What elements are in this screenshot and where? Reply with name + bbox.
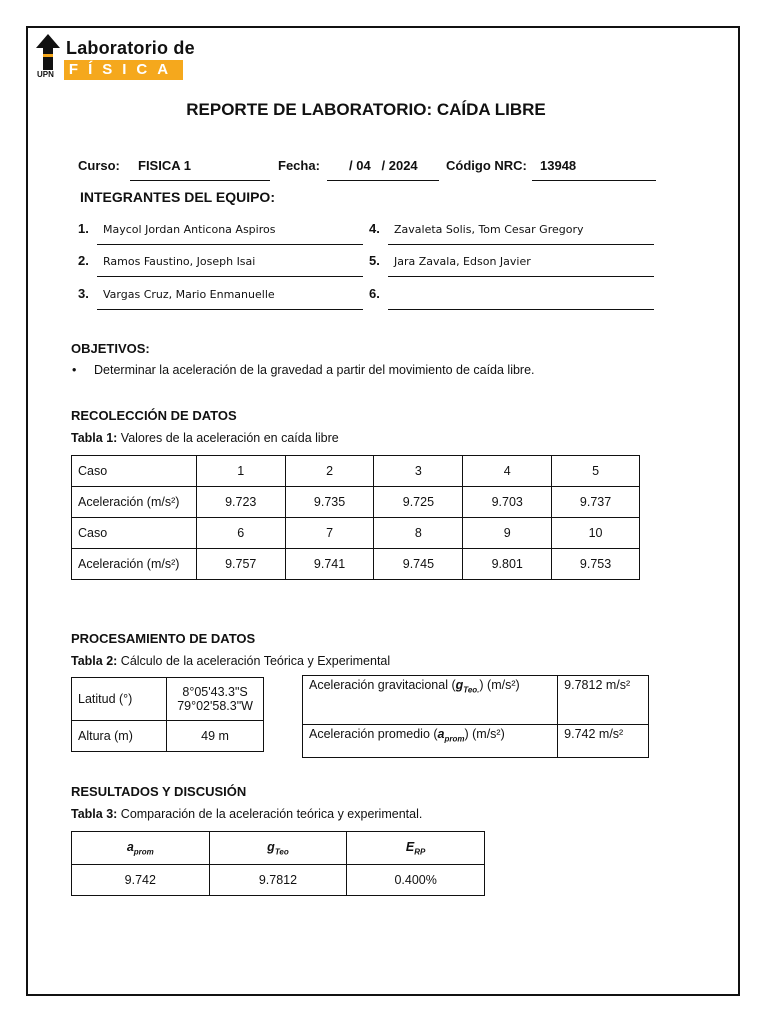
- member-name: Jara Zavala, Edson Javier: [394, 255, 531, 268]
- table-row: [72, 487, 640, 518]
- table-cell: 9.757: [196, 549, 285, 580]
- table-cell: Aceleración (m/s²): [72, 549, 197, 580]
- member-line: [97, 281, 363, 310]
- member-line: [97, 217, 363, 245]
- member-line: [97, 249, 363, 277]
- caption-text: Comparación de la aceleración teórica y experimental.: [117, 807, 423, 821]
- curso-label: Curso:: [78, 158, 120, 173]
- member-name: Zavaleta Solis, Tom Cesar Gregory: [394, 223, 584, 236]
- table-cell: 0.400%: [347, 865, 485, 896]
- table1-caption: [71, 431, 339, 445]
- objectives-heading: OBJETIVOS:: [71, 341, 150, 356]
- table-row: [303, 725, 649, 758]
- member-num: 3.: [78, 286, 89, 301]
- fecha-field: [327, 156, 439, 181]
- table-row: [72, 865, 485, 896]
- table-header-cell: [72, 832, 210, 865]
- table-2-location: [71, 677, 264, 752]
- table-row: [72, 678, 264, 721]
- logo-badge: UPN: [37, 70, 54, 79]
- table-cell: 1: [196, 456, 285, 487]
- table-row: [303, 676, 649, 725]
- table-cell: 9.735: [285, 487, 374, 518]
- member-name: Vargas Cruz, Mario Enmanuelle: [103, 288, 275, 301]
- symbol: a: [437, 727, 445, 741]
- symbol: g: [455, 678, 464, 692]
- table-row: [72, 549, 640, 580]
- table-cell: [167, 678, 264, 721]
- member-line: [388, 249, 654, 277]
- table-cell: Caso: [72, 456, 197, 487]
- table-cell: 9.737: [552, 487, 640, 518]
- nrc-value: 13948: [540, 158, 577, 173]
- member-line: [388, 217, 654, 245]
- subscript: RP: [414, 847, 426, 857]
- table-cell: 9: [463, 518, 552, 549]
- table-cell: 4: [463, 456, 552, 487]
- table-cell: 8: [374, 518, 463, 549]
- table-cell: 9.745: [374, 549, 463, 580]
- member-name: Ramos Faustino, Joseph Isai: [103, 255, 256, 268]
- table-cell: 2: [285, 456, 374, 487]
- table2-caption: [71, 654, 390, 668]
- caption-label: Tabla 1:: [71, 431, 118, 445]
- table3-caption: [71, 807, 422, 821]
- subscript: prom: [444, 734, 465, 744]
- member-num: 4.: [369, 221, 380, 236]
- nrc-label: Código NRC:: [446, 158, 527, 173]
- subscript: Teo.: [463, 685, 480, 695]
- table-cell: 10: [552, 518, 640, 549]
- table-cell: 3: [374, 456, 463, 487]
- logo-title: Laboratorio de: [66, 38, 195, 58]
- label-text: Aceleración gravitacional (: [309, 678, 456, 692]
- table-cell: 9.753: [552, 549, 640, 580]
- member-num: 2.: [78, 253, 89, 268]
- table-cell: Caso: [72, 518, 197, 549]
- table-row: [72, 518, 640, 549]
- data-collection-heading: RECOLECCIÓN DE DATOS: [71, 408, 237, 423]
- curso-value: FISICA 1: [138, 158, 191, 173]
- table-cell: 9.801: [463, 549, 552, 580]
- table-cell: 9.742 m/s²: [558, 725, 649, 758]
- team-heading: INTEGRANTES DEL EQUIPO:: [80, 189, 275, 205]
- table-row: [72, 721, 264, 752]
- label-text: ) (m/s²): [464, 727, 505, 741]
- bullet: •: [72, 363, 77, 377]
- table-cell: 9.723: [196, 487, 285, 518]
- symbol: g: [267, 839, 275, 854]
- table-header-cell: [347, 832, 485, 865]
- objective-item: Determinar la aceleración de la gravedad a partir del movimiento de caída libre.: [94, 363, 535, 377]
- caption-text: Cálculo de la aceleración Teórica y Experimental: [117, 654, 391, 668]
- subscript: prom: [133, 847, 154, 857]
- subscript: Teo: [274, 847, 289, 857]
- table-cell: 9.7812 m/s²: [558, 676, 649, 725]
- latitude-value: 8°05'43.3"S: [182, 685, 248, 699]
- table-cell: 6: [196, 518, 285, 549]
- table-header-cell: [209, 832, 347, 865]
- member-line: [388, 281, 654, 310]
- table-cell: 49 m: [167, 721, 264, 752]
- table-cell: Aceleración (m/s²): [72, 487, 197, 518]
- table-cell: Latitud (°): [72, 678, 167, 721]
- symbol: E: [405, 839, 415, 854]
- caption-text: Valores de la aceleración en caída libre: [117, 431, 339, 445]
- processing-heading: PROCESAMIENTO DE DATOS: [71, 631, 256, 646]
- fecha-value: / 04 / 2024: [349, 158, 418, 173]
- label-text: Aceleración promedio (: [309, 727, 438, 741]
- table-cell: 9.725: [374, 487, 463, 518]
- table-cell: 9.7812: [209, 865, 347, 896]
- table-row: [72, 832, 485, 865]
- table-cell: [303, 676, 558, 725]
- member-num: 6.: [369, 286, 380, 301]
- caption-label: Tabla 3:: [71, 807, 118, 821]
- table-cell: 9.741: [285, 549, 374, 580]
- table-2-acceleration: [302, 675, 649, 758]
- table-cell: 7: [285, 518, 374, 549]
- fecha-label: Fecha:: [278, 158, 320, 173]
- table-1: [71, 455, 640, 580]
- member-name: Maycol Jordan Anticona Aspiros: [103, 223, 276, 236]
- longitude-value: 79°02'58.3"W: [177, 699, 253, 713]
- results-heading: RESULTADOS Y DISCUSIÓN: [71, 784, 247, 799]
- table-cell: 9.742: [72, 865, 210, 896]
- table-cell: Altura (m): [72, 721, 167, 752]
- table-cell: [303, 725, 558, 758]
- curso-field: [130, 156, 270, 181]
- symbol: a: [126, 839, 134, 854]
- table-cell: 5: [552, 456, 640, 487]
- member-num: 5.: [369, 253, 380, 268]
- nrc-field: [532, 156, 656, 181]
- member-num: 1.: [78, 221, 89, 236]
- table-cell: 9.703: [463, 487, 552, 518]
- caption-label: Tabla 2:: [71, 654, 118, 668]
- table-3: [71, 831, 485, 896]
- report-title: REPORTE DE LABORATORIO: CAÍDA LIBRE: [186, 100, 546, 119]
- table-row: [72, 456, 640, 487]
- label-text: ) (m/s²): [479, 678, 520, 692]
- logo-subtitle: FÍSICA: [64, 60, 183, 80]
